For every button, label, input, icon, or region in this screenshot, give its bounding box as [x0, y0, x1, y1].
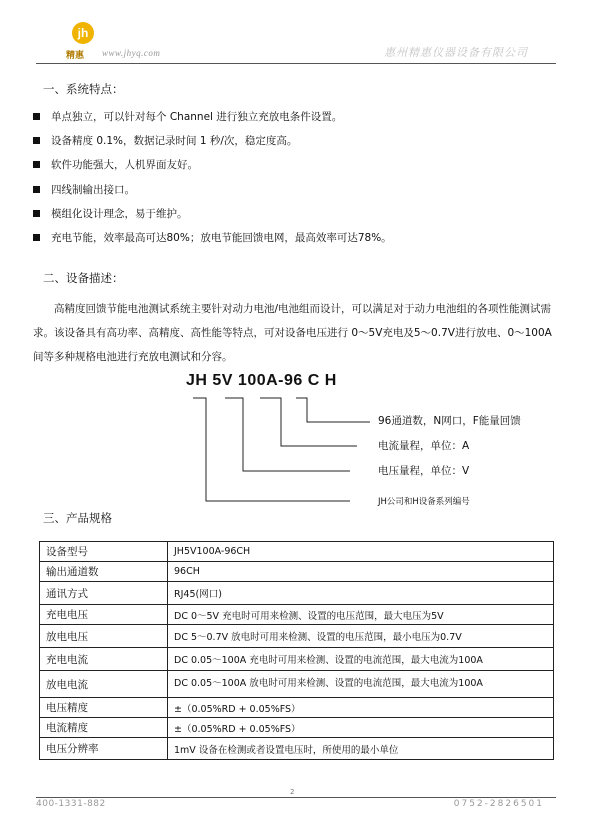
spec-key: 电压精度 — [40, 698, 168, 718]
table-row — [40, 718, 554, 738]
spec-value: ±（0.05%RD + 0.05%FS） — [168, 718, 554, 738]
spec-value: 96CH — [168, 562, 554, 582]
spec-value: DC 5～0.7V 放电时可用来检测、设置的电压范围，最小电压为0.7V — [168, 625, 554, 648]
table-row — [40, 738, 554, 760]
leader-line-jh — [193, 398, 350, 501]
hotline-number: 400-1331-882 — [36, 799, 106, 809]
spec-value: 1mV 设备在检测或者设置电压时，所使用的最小单位 — [168, 738, 554, 760]
logo-name: 精惠 — [66, 51, 85, 61]
list-item-text: 充电节能，效率最高可达80%；放电节能回馈电网，最高效率可达78%。 — [51, 232, 392, 245]
table-row — [40, 542, 554, 562]
spec-key: 放电电流 — [40, 671, 168, 698]
spec-key: 通讯方式 — [40, 582, 168, 605]
company-logo: jh — [72, 22, 94, 44]
label-voltage-range: 电压量程，单位：V — [378, 465, 470, 477]
table-row — [40, 562, 554, 582]
spec-key: 充电电压 — [40, 605, 168, 625]
company-name: 惠州精惠仪器设备有限公司 — [384, 46, 528, 59]
spec-value: DC 0.05～100A 充电时可用来检测、设置的电流范围，最大电流为100A — [168, 648, 554, 671]
spec-value: JH5V100A-96CH — [168, 542, 554, 562]
spec-key: 放电电压 — [40, 625, 168, 648]
list-item-text: 四线制输出接口。 — [51, 183, 135, 196]
page-number: 2 — [290, 788, 295, 796]
spec-value: DC 0.05～100A 放电时可用来检测、设置的电流范围，最大电流为100A — [168, 671, 554, 698]
leader-line-channels — [296, 398, 370, 422]
label-series-code: JH公司和H设备系列编号 — [378, 497, 470, 507]
table-row — [40, 625, 554, 648]
description-paragraph: 高精度回馈节能电池测试系统主要针对动力电池/电池组而设计，可以满足对于动力电池组的各项性能测试需求。该设备具有高功率、高精度、高性能等特点，可对设备电压进行 0～5V充电及5～0.7V进行放电、0～100A 间等多种规格电池进行充放电测试和分容。 — [33, 303, 552, 363]
leader-line-voltage — [225, 398, 350, 471]
section-title-specs: 三、产品规格 — [43, 511, 112, 525]
list-item-text: 模组化设计理念，易于维护。 — [51, 207, 188, 220]
spec-key: 电流精度 — [40, 718, 168, 738]
spec-key: 充电电流 — [40, 648, 168, 671]
label-current-range: 电流量程，单位：A — [378, 440, 470, 452]
spec-value: ±（0.05%RD + 0.05%FS） — [168, 698, 554, 718]
website-url[interactable]: www.jhyq.com — [102, 48, 161, 58]
spec-value: RJ45(网口) — [168, 582, 554, 605]
office-phone: 0752-2826501 — [453, 799, 544, 809]
label-channels: 96通道数，N网口，F能量回馈 — [378, 415, 521, 427]
table-row — [40, 582, 554, 605]
spec-key: 输出通道数 — [40, 562, 168, 582]
table-row — [40, 605, 554, 625]
footer-divider — [36, 797, 556, 798]
section-title-features: 一、系统特点： — [43, 82, 124, 96]
section-title-description: 二、设备描述： — [43, 271, 124, 285]
spec-table — [39, 541, 554, 760]
spec-value: DC 0～5V 充电时可用来检测、设置的电压范围，最大电压为5V — [168, 605, 554, 625]
table-row — [40, 698, 554, 718]
spec-key: 设备型号 — [40, 542, 168, 562]
table-row — [40, 671, 554, 698]
list-item-text: 单点独立，可以针对每个 Channel 进行独立充放电条件设置。 — [51, 110, 343, 123]
spec-key: 电压分辨率 — [40, 738, 168, 760]
list-item-text: 软件功能强大，人机界面友好。 — [51, 159, 198, 172]
list-item-text: 设备精度 0.1%，数据记录时间 1 秒/次，稳定度高。 — [51, 134, 298, 147]
model-code: JH 5V 100A-96 C H — [186, 372, 337, 389]
table-row — [40, 648, 554, 671]
